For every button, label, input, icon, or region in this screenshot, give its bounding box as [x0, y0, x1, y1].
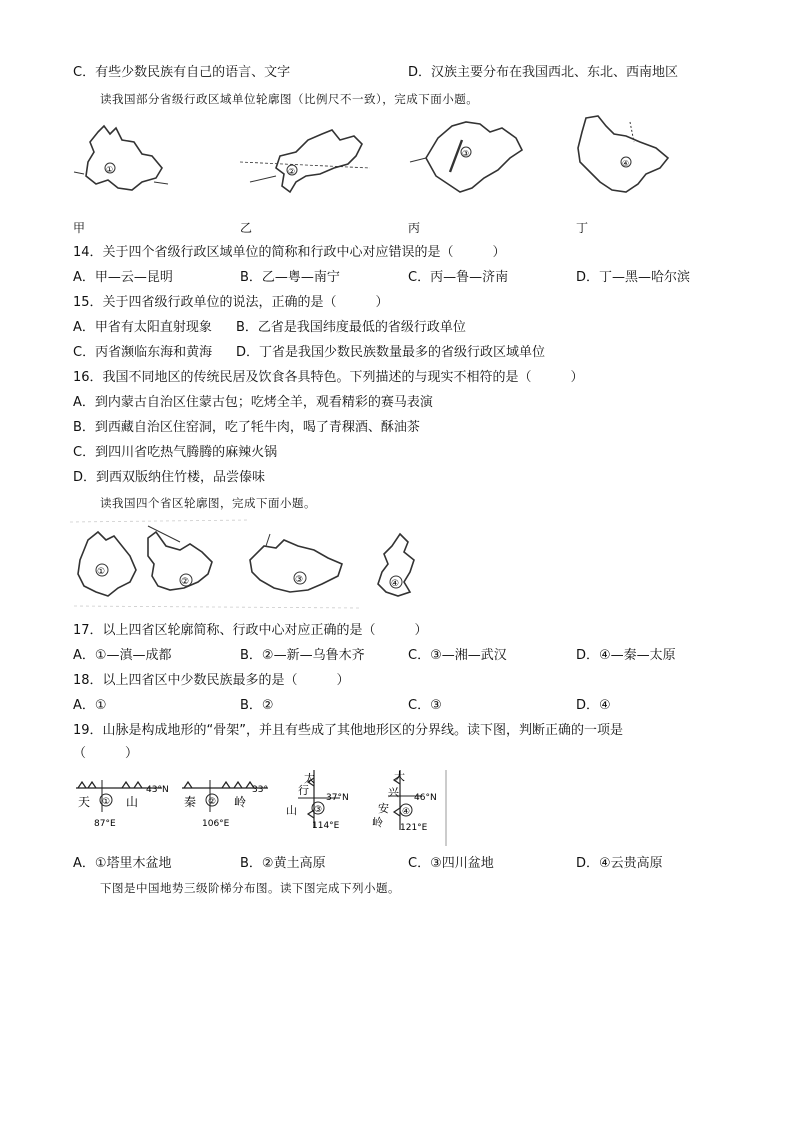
q16-stem: 16．我国不同地区的传统民居及饮食各具特色。下列描述的与现实不相符的是（ ） — [73, 370, 584, 385]
m3-longitude: 114°E — [312, 821, 340, 831]
q17-option-d: D．④—秦—太原 — [576, 648, 676, 663]
q19-option-d: D．④云贵高原 — [576, 856, 663, 871]
map-yi — [240, 130, 370, 192]
m1-char-b: 山 — [126, 795, 139, 809]
m1-char-a: 天 — [78, 795, 91, 809]
map-caption-ding: 丁 — [576, 221, 589, 235]
q16-option-b: B．到西藏自治区住窑洞，吃了牦牛肉，喝了青稞酒、酥油茶 — [73, 420, 420, 435]
map-ding-number: ④ — [622, 159, 630, 168]
m2-latitude: 33° — [252, 785, 268, 795]
map-yi-number: ② — [288, 167, 296, 176]
q17-option-c: C．③—湘—武汉 — [408, 648, 507, 663]
m2-char-b: 岭 — [234, 795, 247, 809]
q19-option-c: C．③四川盆地 — [408, 856, 494, 871]
m2-longitude: 106°E — [202, 819, 230, 829]
m4-char-a: 大 — [394, 770, 405, 783]
m4-latitude: 46°N — [414, 793, 437, 803]
m4-number: ④ — [402, 807, 411, 817]
q14-option-d: D．丁—黑—哈尔滨 — [576, 270, 691, 285]
map-caption-jia: 甲 — [73, 221, 86, 235]
province-outlines-figure-2 — [70, 516, 430, 612]
q18-option-d: D．④ — [576, 698, 611, 713]
map-bing-number: ③ — [462, 149, 470, 158]
instruction-note-1: 读我国部分省级行政区域单位轮廓图（比例尺不一致），完成下面小题。 — [100, 92, 479, 106]
q14-stem: 14．关于四个省级行政区域单位的简称和行政中心对应错误的是（ ） — [73, 245, 506, 260]
q13-option-d: D．汉族主要分布在我国西北、东北、西南地区 — [408, 65, 679, 80]
q14-option-a: A．甲—云—昆明 — [73, 270, 173, 285]
q16-option-a: A．到内蒙古自治区住蒙古包；吃烤全羊，观看精彩的赛马表演 — [73, 395, 433, 410]
m3-char-b: 行 — [298, 784, 309, 797]
instruction-note-3: 下图是中国地势三级阶梯分布图。读下图完成下列小题。 — [100, 881, 400, 895]
q17-option-b: B．②—新—乌鲁木齐 — [240, 648, 365, 663]
q16-option-c: C．到四川省吃热气腾腾的麻辣火锅 — [73, 445, 278, 460]
q15-stem: 15．关于四省级行政单位的说法，正确的是（ ） — [73, 295, 389, 310]
map-jia-number: ① — [106, 165, 114, 174]
outline-1-number: ① — [97, 567, 106, 577]
m3-latitude: 37°N — [326, 793, 349, 803]
m2-number: ② — [208, 797, 217, 807]
q15-option-c: C．丙省濒临东海和黄海 — [73, 345, 213, 360]
province-outlines-figure-1 — [70, 112, 710, 214]
m1-number: ① — [102, 797, 111, 807]
m4-char-c: 安 — [378, 802, 389, 815]
m3-char-a: 太 — [304, 772, 315, 785]
outline-3-number: ③ — [295, 575, 304, 585]
outline-4-number: ④ — [391, 579, 400, 589]
q14-option-c: C．丙—鲁—济南 — [408, 270, 509, 285]
q19-stem: 19．山脉是构成地形的“骨架”，并且有些成了其他地形区的分界线。读下图，判断正确的一项是 — [73, 723, 624, 738]
map-ding — [578, 116, 668, 192]
m1-longitude: 87°E — [94, 819, 116, 829]
q16-option-d: D．到西双版纳住竹楼，品尝傣味 — [73, 470, 266, 485]
outline-1 — [78, 532, 136, 596]
q15-option-d: D．丁省是我国少数民族数量最多的省级行政区域单位 — [236, 345, 546, 360]
outline-2 — [148, 526, 212, 590]
q17-option-a: A．①—滇—成都 — [73, 648, 172, 663]
map-caption-yi: 乙 — [240, 221, 253, 235]
map-jia — [74, 126, 168, 190]
map-caption-bing: 丙 — [408, 221, 421, 235]
mountain-ranges-figure — [72, 768, 450, 848]
m1-latitude: 43°N — [146, 785, 169, 795]
q19-option-a: A．①塔里木盆地 — [73, 856, 172, 871]
q18-option-a: A．① — [73, 698, 107, 713]
m4-longitude: 121°E — [400, 823, 428, 833]
m2-char-a: 秦 — [184, 795, 197, 809]
m4-char-b: 兴 — [388, 786, 399, 799]
m4-char-d: 岭 — [372, 816, 383, 829]
q18-option-c: C．③ — [408, 698, 442, 713]
q14-option-b: B．乙—粤—南宁 — [240, 270, 340, 285]
q18-option-b: B．② — [240, 698, 274, 713]
q19-stem-blank: （ ） — [73, 746, 139, 761]
q18-stem: 18．以上四省区中少数民族最多的是（ ） — [73, 673, 350, 688]
instruction-note-2: 读我国四个省区轮廓图，完成下面小题。 — [100, 496, 316, 510]
q15-option-b: B．乙省是我国纬度最低的省级行政单位 — [236, 320, 466, 335]
m3-char-c: 山 — [286, 804, 297, 817]
q19-option-b: B．②黄土高原 — [240, 856, 326, 871]
m3-number: ③ — [314, 805, 323, 815]
outline-2-number: ② — [181, 577, 190, 587]
q17-stem: 17．以上四省区轮廓简称、行政中心对应正确的是（ ） — [73, 623, 428, 638]
q13-option-c: C．有些少数民族有自己的语言、文字 — [73, 65, 291, 80]
q15-option-a: A．甲省有太阳直射现象 — [73, 320, 212, 335]
